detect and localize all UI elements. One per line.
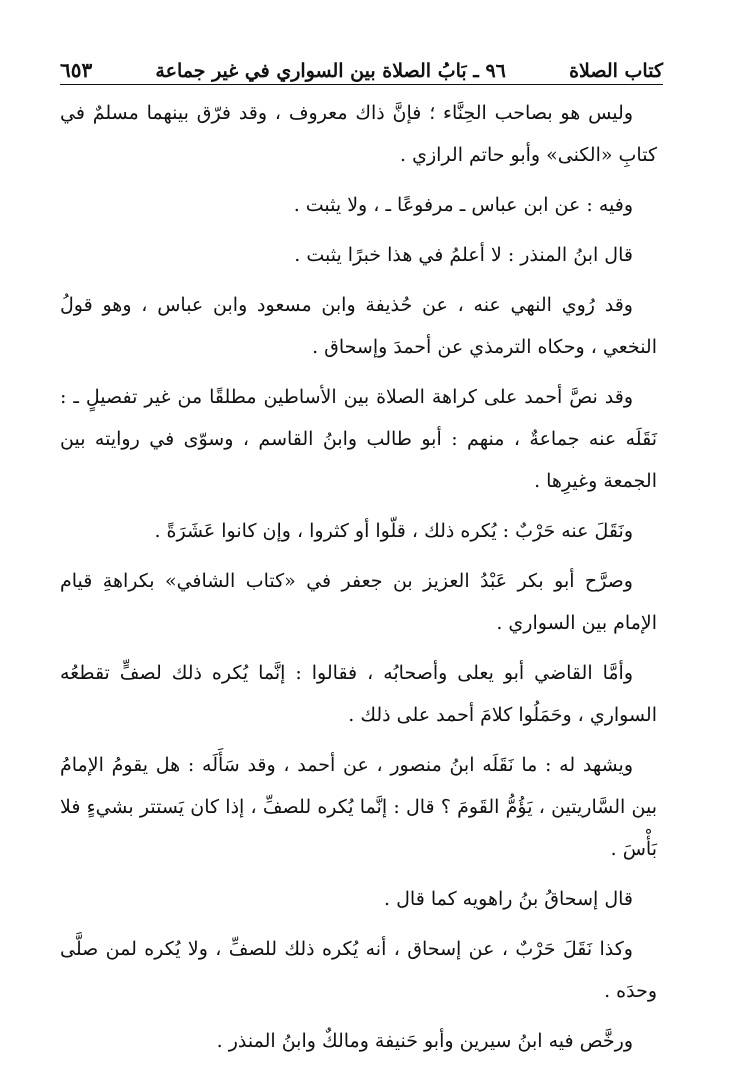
chapter-title: ٩٦ ـ بَابُ الصلاة بين السواري في غير جماعة (155, 60, 506, 82)
paragraph: ونَقَلَ عنه حَرْبٌ : يُكره ذلك ، قلّوا أو كثروا ، وإن كانوا عَشَرَةً . (154, 520, 633, 542)
book-title: كتاب الصلاة (569, 60, 663, 82)
paragraph: قال ابنُ المنذر : لا أعلمُ في هذا خبرًا يثبت . (294, 244, 633, 266)
page-body (60, 92, 657, 1070)
paragraph: وقد نصَّ أحمد على كراهة الصلاة بين الأساطين مطلقًا من غير تفصيلٍ ـ : نَقَلَه عنه جماعةٌ ، منهم : أبو طالب وابنُ القاسم ، وسوّى في روايته بين الجمعة وغيرِها . (60, 386, 657, 492)
page-header (60, 46, 663, 82)
paragraph: وكذا نَقَلَ حَرْبٌ ، عن إسحاق ، أنه يُكره ذلك للصفِّ ، ولا يُكره لمن صلَّى وحدَه . (60, 938, 657, 1002)
paragraph: وصرَّح أبو بكر عَبْدُ العزيز بن جعفر في «كتاب الشافي» بكراهةِ قيام الإمام بين السواري . (60, 570, 657, 634)
paragraph: وقد رُوي النهي عنه ، عن حُذيفة وابن مسعود وابن عباس ، وهو قولُ النخعي ، وحكاه الترمذي عن أحمدَ وإسحاق . (60, 294, 657, 358)
paragraph: ورخَّص فيه ابنُ سيرين وأبو حَنيفة ومالكٌ وابنُ المنذر . (216, 1030, 633, 1052)
paragraph: وفيه : عن ابن عباس ـ مرفوعًا ـ ، ولا يثبت . (293, 194, 633, 216)
paragraph: وليس هو بصاحب الحِنَّاء ؛ فإنَّ ذاك معروف ، وقد فرّق بينهما مسلمٌ في كتابِ «الكنى» وأبو حاتم الرازي . (60, 102, 657, 166)
paragraph: ويشهد له : ما نَقَلَه ابنُ منصور ، عن أحمد ، وقد سَأَلَه : هل يقومُ الإمامُ بين السَّاريتين ، يَؤُمُّ القَومَ ؟ قال : إنَّما يُكره للصفِّ ، إذا كان يَستتر بشيءٍ فلا بَأْسَ . (60, 754, 657, 860)
header-divider (60, 84, 663, 85)
paragraph: وأمَّا القاضي أبو يعلى وأصحابُه ، فقالوا : إنَّما يُكره ذلك لصفٍّ تقطعُه السواري ، وحَمَلُوا كلامَ أحمد على ذلك . (60, 662, 657, 726)
page-number: ٦٥٣ (60, 58, 93, 82)
paragraph: قال إسحاقُ بنُ راهويه كما قال . (384, 888, 633, 910)
